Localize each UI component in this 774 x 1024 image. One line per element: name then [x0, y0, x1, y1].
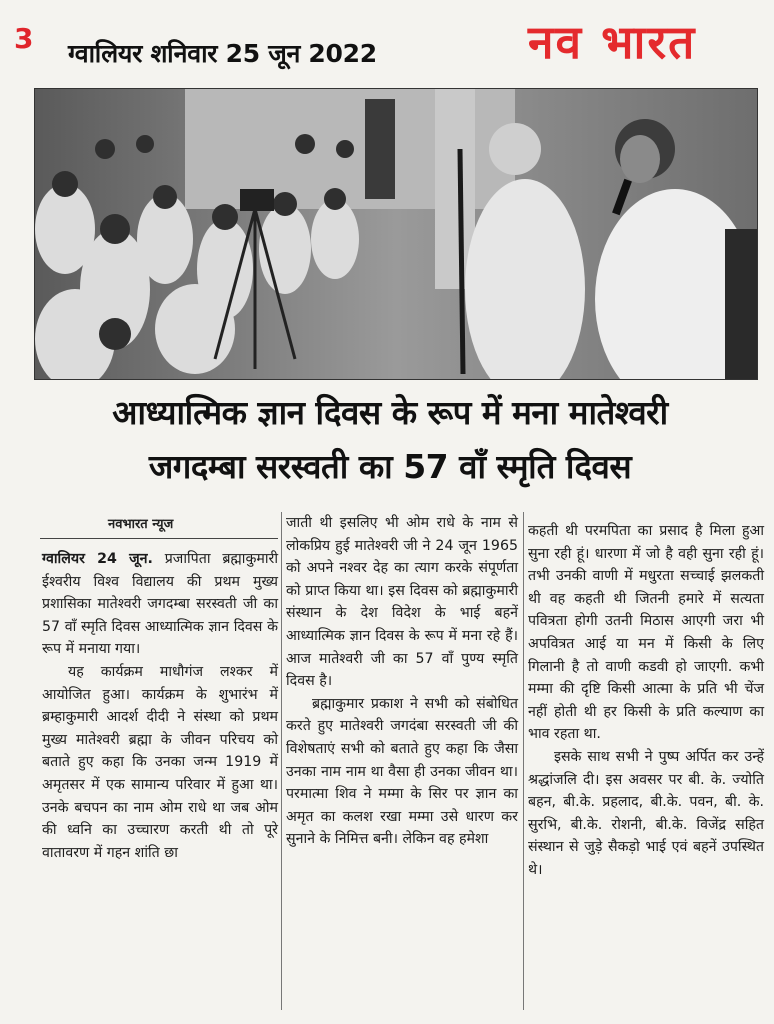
article-column-1 [42, 548, 278, 864]
paragraph: यह कार्यक्रम माधौगंज लश्कर में आयोजित हुआ। कार्यक्रम के शुभारंभ में ब्रम्हाकुमारी आदर्श दीदी ने संस्था को प्रथम मुख्य मातेश्वरी ब्रह्मा के जीवन परिचय को बताते हुए कहा कि उनका जन्म 1919 में अमृतसर में एक सामान्य परिवार में हुआ था। उनके बचपन का नाम ओम राधे था जब ओम की ध्वनि का उच्चारण करती थी तो पूरे वातावरण में गहन शांति छा [42, 663, 278, 861]
paragraph: कहती थी परमपिता का प्रसाद है मिला हुआ सुना रही हूं। धारणा में जो है वही सुना रही हूं। तभी उनकी वाणी में मधुरता सच्चाई झलकती थी वह कहती थी जितनी हमारे में सत्यता पवित्रता होगी उतनी मिठास आएगी जरा भी अपवित्रत आई या मन में किसी के लिए गिलानी है तो वाणी कडवी हो जाएगी. कभी मम्मा की दृष्टि किसी आत्मा के प्रति भी चेंज नहीं होती थी हर किसी के प्रति कल्याण का भाव रहता था. [528, 523, 764, 743]
news-photo [34, 88, 758, 380]
event-photo-illustration [35, 89, 757, 379]
headline-line-2: जगदम्बा सरस्वती का 57 वाँ स्मृति दिवस [148, 447, 632, 486]
newspaper-masthead: नव भारत [528, 15, 697, 69]
column-divider [281, 512, 282, 1010]
lead-dateline: ग्वालियर 24 जून. [42, 551, 153, 567]
byline: नवभारत न्यूज [108, 517, 174, 532]
article-column-3 [528, 520, 764, 882]
byline-divider [40, 538, 278, 539]
headline-line-1: आध्यात्मिक ज्ञान दिवस के रूप में मना मातेश्वरी [112, 393, 668, 432]
dateline: ग्वालियर शनिवार 25 जून 2022 [68, 39, 377, 68]
headline [20, 386, 760, 494]
page-number: 3 [14, 22, 34, 55]
column-divider [523, 512, 524, 1010]
article-column-2 [286, 512, 518, 851]
paragraph: जाती थी इसलिए भी ओम राधे के नाम से लोकप्रिय हुई मातेश्वरी जी ने 24 जून 1965 को अपने नश्वर देह का त्याग करके संपूर्णता को प्राप्त किया था। इस दिवस को ब्रह्माकुमारी संस्थान के देश विदेश के भाई बहनें आध्यात्मिक ज्ञान दिवस के रूप में मना रहे हैं। आज मातेश्वरी जी का 57 वाँ पुण्य स्मृति दिवस है। [286, 515, 518, 690]
paragraph: इसके साथ सभी ने पुष्प अर्पित कर उन्हें श्रद्धांजलि दी। इस अवसर पर बी. के. ज्योति बहन, बी.के. प्रहलाद, बी.के. पवन, बी. के. सुरभि, बी.के. रोशनी, बी.के. विजेंद्र सहित संस्थान से जुड़े सैकड़ो भाई एवं बहनें उपस्थित थे। [528, 748, 764, 878]
paragraph: प्रजापिता ब्रह्माकुमारी ईश्वरीय विश्व विद्यालय की प्रथम मुख्य प्रशासिका मातेश्वरी जगदम्बा सरस्वती जी का 57 वाँ स्मृति दिवस आध्यात्मिक ज्ञान दिवस के रूप में मनाया गया। [42, 551, 278, 658]
paragraph: ब्रह्माकुमार प्रकाश ने सभी को संबोधित करते हुए मातेश्वरी जगदंबा सरस्वती जी की विशेषताएं सभी को बताते हुए कहा कि जैसा उनका नाम नाम था वैसा ही उनका जीवन था। परमात्मा शिव ने मम्मा के सिर पर ज्ञान का अमृत का कलश रखा मम्मा उसे धारण कर सुनाने के निमित्त बनी। लेकिन वह हमेशा [286, 695, 518, 848]
